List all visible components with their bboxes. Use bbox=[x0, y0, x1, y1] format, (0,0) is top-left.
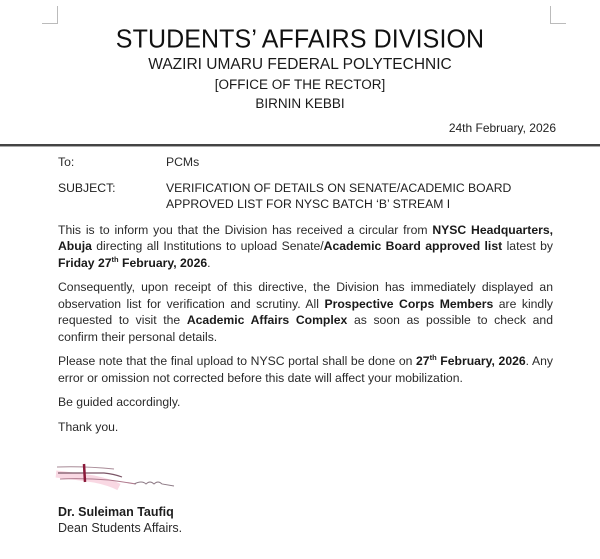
subject-label: SUBJECT: bbox=[58, 180, 116, 195]
emphasis: Academic Board approved list bbox=[323, 239, 503, 253]
signatory-title: Dean Students Affairs. bbox=[58, 521, 183, 535]
office-name: [OFFICE OF THE RECTOR] bbox=[214, 77, 386, 92]
text: . bbox=[207, 255, 211, 270]
paragraph-final-upload bbox=[58, 353, 553, 386]
closing-thanks: Thank you. bbox=[58, 419, 119, 434]
paragraph-verification bbox=[58, 279, 553, 345]
deadline-date bbox=[58, 256, 207, 270]
paragraph-circular bbox=[58, 222, 553, 272]
ordinal: th bbox=[429, 353, 437, 362]
subject-row bbox=[58, 180, 553, 213]
text: as soon as possible to check and confirm their personal details. bbox=[58, 313, 553, 344]
text: are kindly requested to visit the bbox=[58, 296, 554, 327]
signature-image bbox=[54, 462, 204, 496]
subject-line-1: VERIFICATION OF DETAILS ON SENATE/ACADEMIC BOARD bbox=[166, 180, 512, 195]
ordinal: th bbox=[111, 254, 119, 264]
text: latest by bbox=[502, 239, 554, 253]
emphasis: NYSC Headquarters, Abuja bbox=[58, 222, 554, 253]
text: 27 bbox=[416, 354, 430, 368]
institution-name: WAZIRI UMARU FEDERAL POLYTECHNIC bbox=[148, 56, 452, 73]
signatory-name: Dr. Suleiman Taufiq bbox=[58, 505, 174, 519]
upload-date bbox=[416, 354, 526, 368]
letterhead-divider bbox=[0, 144, 600, 147]
letter-date: 24th February, 2026 bbox=[448, 121, 556, 135]
text: Friday 27 bbox=[58, 255, 112, 270]
crop-mark-right bbox=[550, 6, 566, 24]
text: February, 2026 bbox=[118, 255, 208, 270]
closing-guided: Be guided accordingly. bbox=[58, 395, 181, 409]
emphasis: Academic Affairs Complex bbox=[186, 313, 348, 327]
letter-body bbox=[58, 154, 553, 443]
subject-line-2: APPROVED LIST FOR NYSC BATCH ‘B’ STREAM I bbox=[166, 197, 451, 211]
to-label: To: bbox=[58, 155, 75, 169]
text: . Any error or omission not corrected before this date will affect your mobilization. bbox=[58, 354, 553, 385]
emphasis: Prospective Corps Members bbox=[324, 296, 494, 311]
letterhead-title: STUDENTS’ AFFAIRS DIVISION bbox=[115, 24, 485, 54]
to-row bbox=[58, 154, 553, 171]
subject-value bbox=[166, 180, 553, 213]
text: Please note that the final upload to NYSC portal shall be done on bbox=[58, 354, 417, 368]
text: directing all Institutions to upload Senate/ bbox=[91, 239, 324, 253]
text: This is to inform you that the Division has received a circular from bbox=[58, 222, 433, 237]
letterhead bbox=[0, 24, 600, 113]
location: BIRNIN KEBBI bbox=[255, 96, 345, 111]
text: Consequently, upon receipt of this directive, the Division has immediately displayed an observation list for verification and scrutiny. All bbox=[58, 280, 553, 311]
to-value: PCMs bbox=[166, 155, 200, 169]
signatory-block bbox=[58, 504, 182, 536]
text: February, 2026 bbox=[436, 354, 526, 368]
crop-mark-left bbox=[42, 6, 58, 24]
